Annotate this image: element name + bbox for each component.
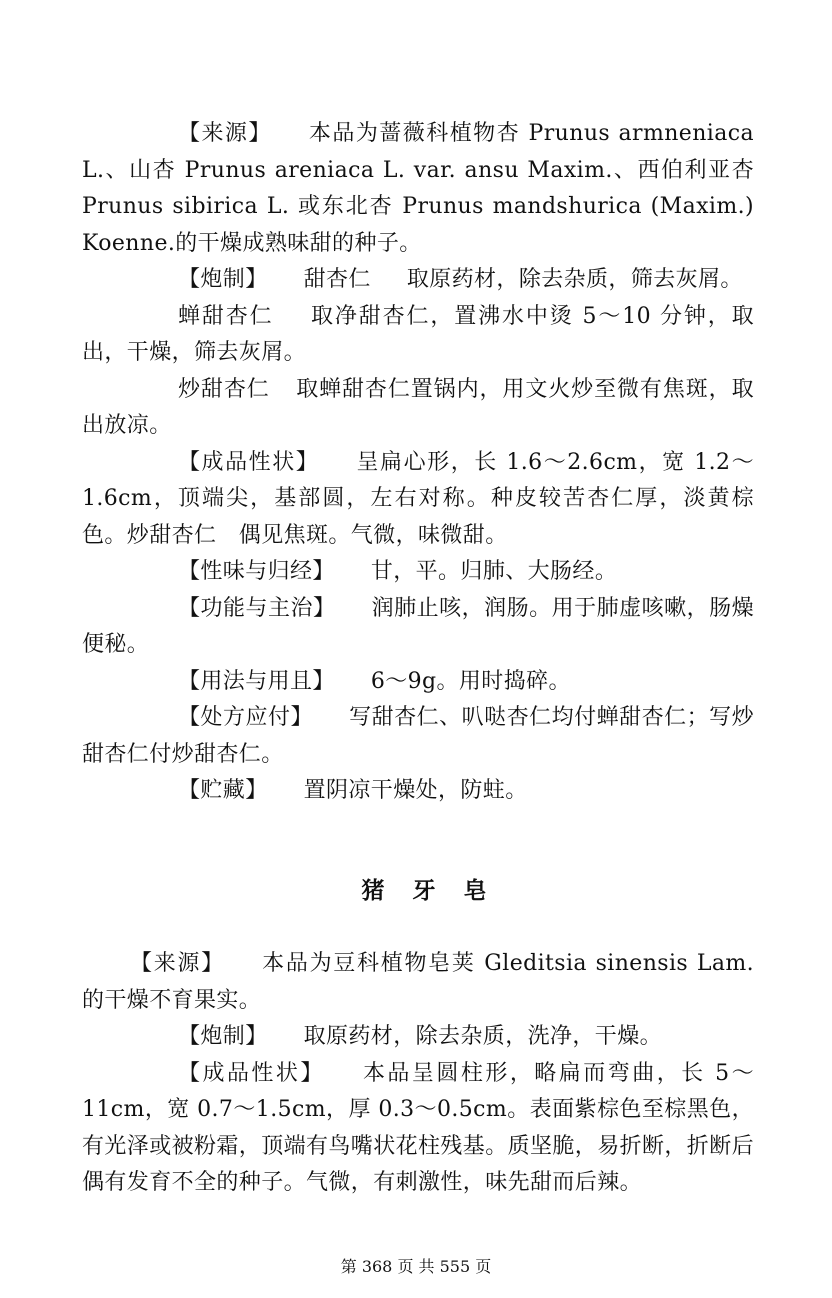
section-title: 猪牙皂 <box>361 877 515 904</box>
usage-text: 6～9g。用时捣碎。 <box>370 668 571 694</box>
usage-paragraph <box>82 664 754 701</box>
chao-name: 炒甜杏仁 <box>178 376 270 402</box>
source-label-2: 【来源】 <box>130 951 225 976</box>
traits-text-2: 本品呈圆柱形，略扁而弯曲，长 5～11cm，宽 0.7～1.5cm，厚 0.3～0.5cm。表面紫棕色至棕黑色，有光泽或被粉霜，顶端有鸟嘴状花柱残基。质坚脆，易折断，折断后偶有发育不全的种子。气微，有刺激性，味先甜而后辣。 <box>82 1060 755 1195</box>
taste-label: 【性味与归经】 <box>178 559 335 584</box>
source-label: 【来源】 <box>178 121 272 146</box>
taste-text: 甘，平。归肺、大肠经。 <box>370 559 618 584</box>
page-footer: 第 368 页 共 555 页 <box>340 1257 492 1276</box>
chan-paragraph <box>82 299 754 372</box>
traits-paragraph <box>82 445 754 555</box>
chao-paragraph <box>82 372 754 445</box>
storage-paragraph <box>82 773 754 810</box>
processing-paragraph-2 <box>82 1019 754 1056</box>
processing-name: 甜杏仁 <box>303 267 371 292</box>
source-paragraph <box>82 116 754 262</box>
processing-paragraph <box>82 262 754 299</box>
prescription-paragraph <box>82 700 754 773</box>
section-two-body <box>82 946 754 1202</box>
usage-label: 【用法与用且】 <box>178 668 335 694</box>
function-paragraph <box>82 591 754 664</box>
function-text: 润肺止咳，润肠。用于肺虚咳嗽，肠燥便秘。 <box>82 595 754 657</box>
processing-label: 【炮制】 <box>178 267 268 292</box>
processing-text: 取原药材，除去杂质，筛去灰屑。 <box>406 267 743 292</box>
chao-text: 取蝉甜杏仁置锅内，用文火炒至微有焦斑，取出放凉。 <box>82 376 754 438</box>
prescription-text: 写甜杏仁、叭哒杏仁均付蝉甜杏仁；写炒甜杏仁付炒甜杏仁。 <box>82 705 754 767</box>
storage-label: 【贮藏】 <box>178 778 268 803</box>
processing-label-2: 【炮制】 <box>178 1024 268 1049</box>
prescription-label: 【处方应付】 <box>178 705 313 730</box>
chan-text: 取净甜杏仁，置沸水中烫 5～10 分钟，取出，干燥，筛去灰屑。 <box>82 303 754 365</box>
traits-text: 呈扁心形，长 1.6～2.6cm，宽 1.2～1.6cm，顶端尖，基部圆，左右对称。种皮较苦杏仁厚，淡黄棕色。炒甜杏仁 偶见焦斑。气微，味微甜。 <box>82 449 754 548</box>
traits-label: 【成品性状】 <box>178 449 320 475</box>
source-paragraph-2 <box>82 946 754 1019</box>
source-text-2: 本品为豆科植物皂荚 Gleditsia sinensis Lam.的干燥不育果实。 <box>82 951 755 1013</box>
page-content <box>82 116 754 810</box>
chan-name: 蝉甜杏仁 <box>178 303 274 329</box>
storage-text: 置阴凉干燥处，防蛀。 <box>303 778 528 803</box>
traits-paragraph-2 <box>82 1056 754 1202</box>
function-label: 【功能与主治】 <box>178 595 336 621</box>
processing-text-2: 取原药材，除去杂质，洗净，干燥。 <box>303 1024 663 1049</box>
taste-paragraph <box>82 554 754 591</box>
source-text: 本品为蔷薇科植物杏 Prunus armneniaca L.、山杏 Prunus areniaca L. var. ansu Maxim.、西伯利亚杏 Prunus sibirica L. 或东北杏 Prunus mandshurica (Maxim.) Koenne.的干燥成熟味甜的种子。 <box>82 121 754 256</box>
traits-label-2: 【成品性状】 <box>178 1060 325 1086</box>
